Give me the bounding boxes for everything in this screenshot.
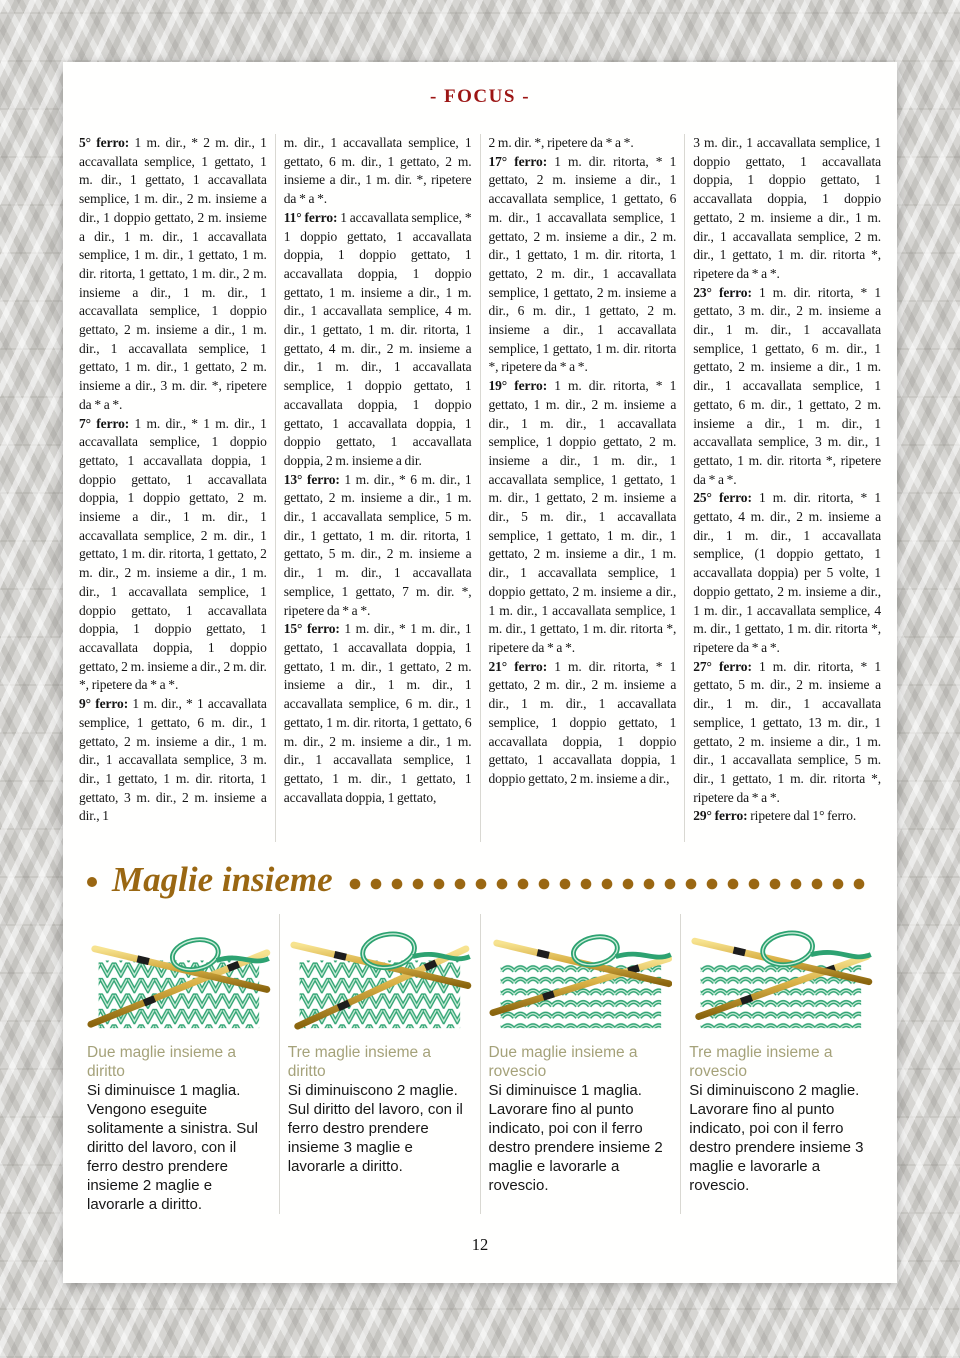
technique-panel-knit-2tog [79,914,279,1214]
instruction-column-4 [684,134,881,842]
instruction-paragraph: 7° ferro: 1 m. dir., * 1 m. dir., 1 accavallata semplice, 1 doppio gettato, 1 accavallata doppia, 1 doppio gettato, 1 accavallata doppia, 1 doppio gettato, 2 m. insieme a dir., 1 m. dir., 1 accavallata semplice, 2 m. dir., 1 gettato, 1 m. dir. ritorta, 1 gettato, 2 m. dir., 2 m. insieme a dir., 1 m. dir., 1 accavallata semplice, 1 doppio gettato, 1 accavallata doppia, 1 doppio gettato, 1 accavallata doppia, 1 doppio gettato, 2 m. insieme a dir., 2 m. dir. *, ripetere da * a *. [79,415,267,693]
row-label: 11° ferro: [283,209,338,225]
instruction-paragraph: 13° ferro: 1 m. dir., * 6 m. dir., 1 gettato, 2 m. insieme a dir., 1 m. dir., 1 accavallata semplice, 5 m. dir., 1 gettato, 1 m. dir. ritorta, 1 gettato, 5 m. dir., 2 m. insieme a dir., 1 m. dir., 1 accavallata semplice, 1 gettato, 7 m. dir. *, ripetere da * a *. [283,471,472,618]
knitting-illustration-knit-3tog [288,914,472,1036]
technique-description: Si diminuisce 1 maglia. Lavorare fino al punto indicato, poi con il ferro destro prendere insieme 2 maglie e lavorarle a rovescio. [488,1082,663,1194]
technique-title: Due maglie insieme a diritto [87,1044,237,1080]
technique-description: Si diminuisce 1 maglia. Vengono eseguite solitamente a sinistra. Sul diritto del lavoro, con il ferro destro prendere insieme 2 maglie e lavorarle a diritto. [87,1082,258,1213]
instruction-paragraph: 25° ferro: 1 m. dir. ritorta, * 1 gettato, 4 m. dir., 2 m. insieme a dir., 1 m. dir., 1 accavallata semplice, (1 doppio gettato, 1 accavallata doppia) per 5 volte, 1 doppio gettato, 2 m. insieme a dir., 1 m. dir., 1 accavallata semplice, 4 m. dir., 1 gettato, 1 m. dir. ritorta *, ripetere da * a *. [693,490,881,655]
instruction-column-1 [79,134,267,842]
technique-description: Si diminuiscono 2 maglie. Sul diritto del lavoro, con il ferro destro prendere insieme 3 maglie e lavorarle a diritto. [287,1082,463,1175]
page-header: - FOCUS - [429,86,531,107]
instruction-paragraph: 29° ferro: ripetere dal 1° ferro. [693,808,857,824]
bullet-dot-icon [87,877,97,887]
row-label: 13° ferro: [283,471,340,487]
row-label: 9° ferro: [79,696,129,712]
page-number: 12 [471,1235,489,1254]
dotted-separator-icon [348,877,873,891]
row-label: 7° ferro: [79,415,130,431]
technique-title: Due maglie insieme a rovescio [488,1044,638,1080]
row-label: 15° ferro: [283,621,340,637]
row-label: 29° ferro: [693,808,748,824]
instruction-paragraph: 19° ferro: 1 m. dir. ritorta, * 1 gettato, 1 m. dir., 2 m. insieme a dir., 1 m. dir., 1 accavallata semplice, 1 doppio gettato, 2 m. insieme a dir., 1 m. dir., 1 accavallata semplice, 1 gettato, 1 m. dir., 1 gettato, 2 m. insieme a dir., 5 m. dir., 1 accavallata semplice, 1 gettato, 1 m. dir., 1 gettato, 2 m. insieme a dir., 1 m. dir., 1 accavallata semplice, 1 doppio gettato, 2 m. insieme a dir., 1 m. dir., 1 accavallata semplice, 1 m. dir., 1 gettato, 1 m. dir. ritorta *, ripetere da * a *. [488,378,677,655]
instructions-columns [79,134,881,842]
instruction-paragraph: 27° ferro: 1 m. dir. ritorta, * 1 gettato, 5 m. dir., 2 m. insieme a dir., 1 m. dir., 1 accavallata semplice, 1 gettato, 13 m. dir., 1 gettato, 2 m. insieme a dir., 1 m. dir., 1 accavallata semplice, 5 m. dir., 1 gettato, 1 m. dir. ritorta *, ripetere da * a *. [693,658,881,805]
instruction-column-2 [275,134,472,842]
instruction-paragraph: 9° ferro: 1 m. dir., * 1 accavallata semplice, 1 gettato, 6 m. dir., 1 gettato, 2 m. insieme a dir., 1 m. dir., 1 accavallata semplice, 3 m. dir., 1 gettato, 1 m. dir. ritorta, 1 gettato, 3 m. dir., 2 m. insieme a dir., 1 [79,696,267,824]
row-label: 21° ferro: [488,658,548,674]
instruction-paragraph: 11° ferro: 1 accavallata semplice, * 1 doppio gettato, 1 accavallata doppia, 1 doppio gettato, 1 accavallata doppia, 1 doppio gettato, 1 m. insieme a dir., 1 m. dir., 1 accavallata semplice, 4 m. dir., 1 gettato, 1 m. dir. ritorta, 1 gettato, 4 m. dir., 2 m. insieme a dir., 1 m. dir., 1 accavallata semplice, 1 doppio gettato, 1 accavallata doppia, 1 doppio gettato, 1 accavallata doppia, 1 doppio gettato, 1 accavallata doppia, 2 m. insieme a dir. [283,209,472,468]
row-label: 23° ferro: [693,284,752,300]
technique-title: Tre maglie insieme a diritto [287,1044,432,1080]
instruction-column-3 [480,134,677,842]
technique-panel-purl-3tog [680,914,881,1214]
technique-panel-purl-2tog [480,914,681,1214]
technique-panel-knit-3tog [279,914,480,1214]
instruction-paragraph: m. dir., 1 accavallata semplice, 1 gettato, 6 m. dir., 1 gettato, 2 m. insieme a dir., 1 m. dir. *, ripetere da * a *. [283,135,472,207]
instruction-paragraph: 3 m. dir., 1 accavallata semplice, 1 doppio gettato, 1 accavallata doppia, 1 doppio gettato, 1 accavallata doppia, 1 doppio gettato, 2 m. insieme a dir., 1 m. dir., 1 accavallata semplice, 2 m. dir., 1 gettato, 1 m. dir. ritorta *, ripetere da * a *. [693,135,881,281]
technique-panels [79,914,881,1214]
knitting-illustration-knit-2tog [87,914,271,1036]
instruction-paragraph: 21° ferro: 1 m. dir. ritorta, * 1 gettato, 2 m. dir., 2 m. insieme a dir., 1 m. dir., 1 accavallata semplice, 1 doppio gettato, 1 accavallata doppia, 1 doppio gettato, 1 accavallata doppia, 1 doppio gettato, 2 m. insieme a dir., [488,658,677,786]
row-label: 25° ferro: [693,490,752,506]
technique-description: Si diminuiscono 2 maglie. Lavorare fino al punto indicato, poi con il ferro destro prendere insieme 3 maglie e lavorarle a rovescio. [689,1082,864,1194]
magazine-page [63,62,897,1283]
row-label: 5° ferro: [79,135,130,150]
instruction-paragraph: 5° ferro: 1 m. dir., * 2 m. dir., 1 accavallata semplice, 1 gettato, 1 m. dir., 1 gettato, 1 accavallata semplice, 1 m. dir., 2 m. insieme a dir., 1 doppio gettato, 2 m. insieme a dir., 1 m. dir., 1 accavallata semplice, 1 m. dir., 1 gettato, 1 m. dir. ritorta, 1 gettato, 1 m. dir., 2 m. insieme a dir., 1 m. dir., 1 accavallata semplice, 1 doppio gettato, 2 m. insieme a dir., 1 m. dir., 1 accavallata semplice, 1 gettato, 1 m. dir., 1 gettato, 2 m. insieme a dir., 3 m. dir. *, ripetere da * a *. [79,135,267,412]
row-label: 17° ferro: [488,153,548,169]
instruction-paragraph: 2 m. dir. *, ripetere da * a *. [488,135,634,150]
instruction-paragraph: 17° ferro: 1 m. dir. ritorta, * 1 gettato, 2 m. insieme a dir., 1 accavallata semplice, 1 gettato, 6 m. dir., 1 accavallata semplice, 1 gettato, 2 m. insieme a dir., 2 m. dir., 1 gettato, 1 m. dir. ritorta, 1 gettato, 2 m. dir., 1 accavallata semplice, 1 gettato, 2 m. insieme a dir., 6 m. dir., 1 gettato, 2 m. insieme a dir., 1 accavallata semplice, 1 gettato, 1 m. dir. ritorta *, ripetere da * a *. [488,153,677,375]
instruction-paragraph: 15° ferro: 1 m. dir., * 1 m. dir., 1 gettato, 1 accavallata doppia, 1 gettato, 1 m. dir., 1 gettato, 2 m. insieme a dir., 1 m. dir., 1 accavallata semplice, 6 m. dir., 1 gettato, 1 m. dir. ritorta, 1 gettato, 6 m. dir., 2 m. insieme a dir., 1 m. dir., 1 accavallata semplice, 1 gettato, 1 m. dir., 1 gettato, 1 accavallata doppia, 1 gettato, [283,621,472,805]
technique-title: Tre maglie insieme a rovescio [689,1044,833,1080]
section-header [87,862,873,901]
row-label: 27° ferro: [693,658,752,674]
row-label: 19° ferro: [488,378,548,394]
knitting-illustration-purl-3tog [689,914,873,1036]
instruction-paragraph: 23° ferro: 1 m. dir. ritorta, * 1 gettato, 3 m. dir., 2 m. insieme a dir., 1 m. dir., 1 accavallata semplice, 1 gettato, 6 m. dir., 1 gettato, 2 m. insieme a dir., 1 m. dir., 1 accavallata semplice, 1 gettato, 6 m. dir., 1 gettato, 2 m. insieme a dir., 1 m. dir., 1 accavallata semplice, 3 m. dir., 1 gettato, 1 m. dir. ritorta *, ripetere da * a *. [693,284,881,487]
knitting-illustration-purl-2tog [489,914,673,1036]
section-title: Maglie insieme [112,860,333,899]
